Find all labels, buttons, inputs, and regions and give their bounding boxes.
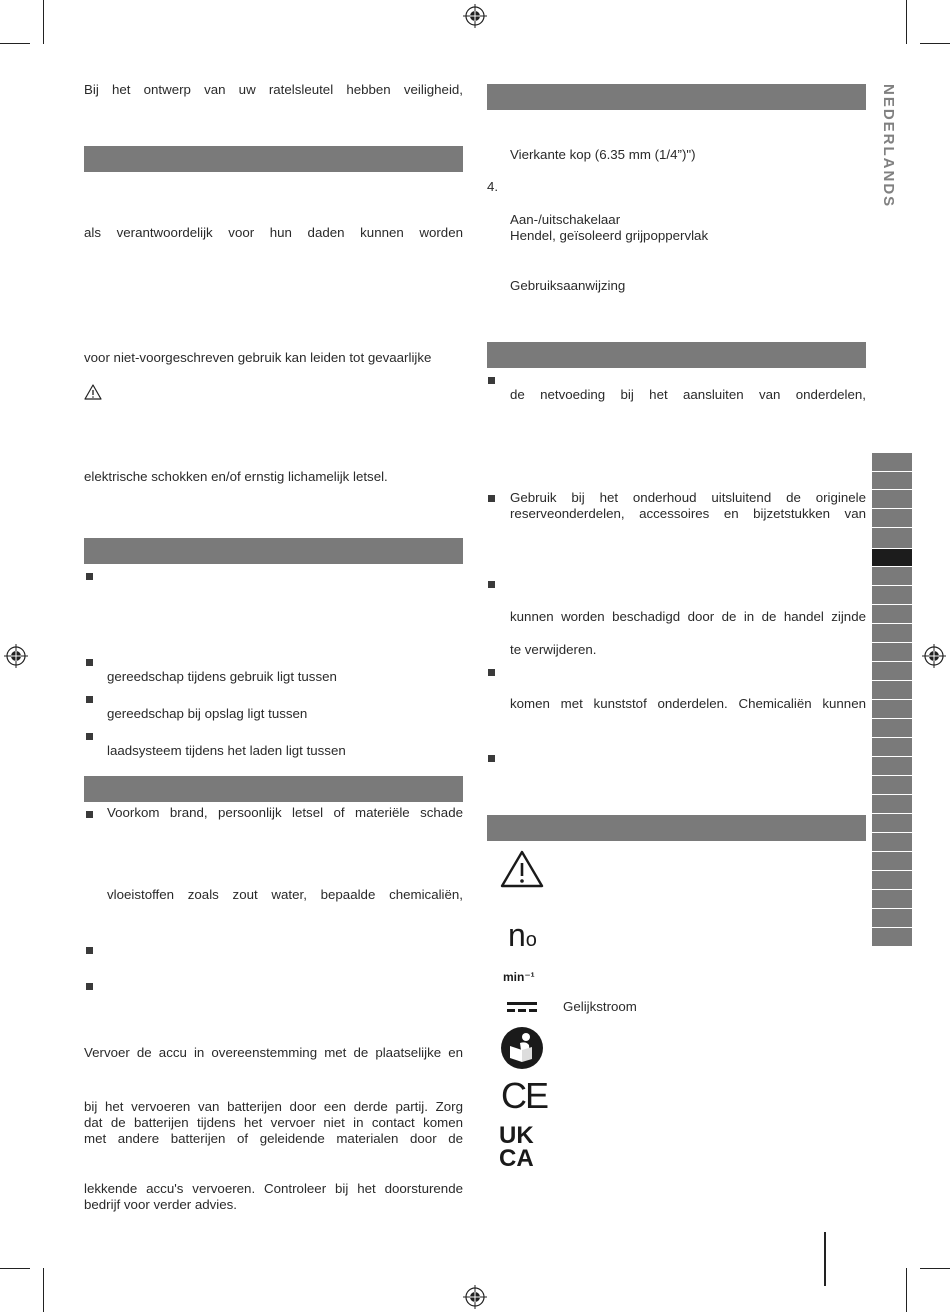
maintenance-item: de netvoeding bij het aansluiten van onderdelen, (510, 387, 866, 402)
ukca-mark-top: UK (499, 1122, 534, 1149)
bullet-icon (86, 573, 93, 580)
transport-paragraph-line: met andere batterijen of geleidende materialen door de (84, 1131, 463, 1146)
bullet-icon (86, 811, 93, 818)
registration-mark-icon (463, 4, 487, 28)
paragraph-line: als verantwoordelijk voor hun daden kunnen worden (84, 225, 463, 240)
language-tab-active (872, 548, 912, 566)
crop-mark (0, 43, 30, 44)
component-item: Gebruiksaanwijzing (510, 278, 626, 293)
language-tab (872, 699, 912, 717)
language-tab (872, 927, 912, 945)
transport-paragraph-line: dat de batterijen tijdens het vervoer niet in contact komen (84, 1115, 463, 1130)
dc-label: Gelijkstroom (563, 999, 637, 1014)
language-tab (872, 489, 912, 507)
bullet-icon (488, 669, 495, 676)
crop-mark (43, 1268, 44, 1312)
language-tab (872, 471, 912, 489)
language-tab (872, 718, 912, 736)
component-item: Aan-/uitschakelaar (510, 212, 621, 227)
section-heading-bar (84, 146, 463, 172)
language-tab (872, 889, 912, 907)
language-tab (872, 737, 912, 755)
rpm-symbol: min⁻¹ (503, 970, 535, 984)
bullet-icon (86, 659, 93, 666)
registration-mark-icon (922, 644, 946, 668)
registration-mark-icon (4, 644, 28, 668)
maintenance-item: Gebruik bij het onderhoud uitsluitend de originele (510, 490, 866, 505)
transport-paragraph-line: Vervoer de accu in overeenstemming met de plaatselijke en (84, 1045, 463, 1060)
bullet-icon (488, 581, 495, 588)
ukca-mark (499, 1124, 534, 1170)
bullet-icon (86, 696, 93, 703)
maintenance-item: komen met kunststof onderdelen. Chemicaliën kunnen (510, 696, 866, 711)
transport-paragraph-line: bedrijf voor verder advies. (84, 1197, 237, 1212)
language-tab-strip (872, 452, 912, 946)
component-item: Hendel, geïsoleerd grijpoppervlak (510, 228, 709, 243)
section-heading-bar (84, 776, 463, 802)
language-tab (872, 527, 912, 545)
maintenance-item: reserveonderdelen, accessoires en bijzetstukken van (510, 506, 866, 521)
maintenance-item: kunnen worden beschadigd door de in de handel zijnde (510, 609, 866, 624)
section-heading-bar (487, 342, 866, 368)
no-load-speed-subscript: o (525, 929, 537, 951)
language-tab (872, 832, 912, 850)
language-tab (872, 508, 912, 526)
no-load-speed-n: n (508, 917, 526, 953)
language-tab (872, 813, 912, 831)
component-number: 4. (487, 179, 499, 194)
fire-prevention-item: vloeistoffen zoals zout water, bepaalde chemicaliën, (107, 887, 463, 902)
warning-triangle-icon (500, 850, 544, 888)
temperature-item: gereedschap tijdens gebruik ligt tussen (107, 669, 337, 684)
bullet-icon (86, 733, 93, 740)
ukca-mark-bottom: CA (499, 1145, 534, 1172)
bullet-icon (488, 495, 495, 502)
language-tab (872, 680, 912, 698)
language-tab (872, 661, 912, 679)
paragraph-line: voor niet-voorgeschreven gebruik kan leiden tot gevaarlijke (84, 350, 432, 365)
read-manual-icon (500, 1026, 544, 1070)
crop-mark (0, 1268, 30, 1269)
crop-mark (906, 0, 907, 44)
section-heading-bar (487, 815, 866, 841)
language-tab (872, 642, 912, 660)
language-tab (872, 775, 912, 793)
language-tab (872, 794, 912, 812)
language-side-label: NEDERLANDS (880, 84, 897, 209)
language-tab (872, 623, 912, 641)
language-tab (872, 566, 912, 584)
fire-prevention-item: Voorkom brand, persoonlijk letsel of materiële schade (107, 805, 463, 820)
section-heading-bar (487, 84, 866, 110)
crop-mark (906, 1268, 907, 1312)
language-tab (872, 756, 912, 774)
language-tab (872, 870, 912, 888)
section-heading-bar (84, 538, 463, 564)
language-tab (872, 604, 912, 622)
direct-current-icon (507, 1001, 537, 1013)
intro-paragraph-line: Bij het ontwerp van uw ratelsleutel hebben veiligheid, (84, 82, 463, 97)
temperature-item: gereedschap bij opslag ligt tussen (107, 706, 308, 721)
bullet-icon (488, 755, 495, 762)
language-tab (872, 908, 912, 926)
language-tab (872, 851, 912, 869)
page-edge-line (824, 1232, 826, 1286)
temperature-item: laadsysteem tijdens het laden ligt tussen (107, 743, 346, 758)
paragraph-line: elektrische schokken en/of ernstig lichamelijk letsel. (84, 469, 388, 484)
bullet-icon (86, 983, 93, 990)
component-item: Vierkante kop (6.35 mm (1/4”)") (510, 147, 696, 162)
language-tab (872, 452, 912, 470)
maintenance-item: te verwijderen. (510, 642, 597, 657)
warning-icon (84, 384, 102, 400)
transport-paragraph-line: bij het vervoeren van batterijen door een derde partij. Zorg (84, 1099, 463, 1114)
crop-mark (920, 43, 950, 44)
registration-mark-icon (463, 1285, 487, 1309)
bullet-icon (86, 947, 93, 954)
ce-mark: CE (501, 1075, 548, 1116)
no-load-speed-symbol (508, 918, 537, 957)
language-tab (872, 585, 912, 603)
crop-mark (920, 1268, 950, 1269)
crop-mark (43, 0, 44, 44)
bullet-icon (488, 377, 495, 384)
transport-paragraph-line: lekkende accu's vervoeren. Controleer bij het doorsturende (84, 1181, 463, 1196)
